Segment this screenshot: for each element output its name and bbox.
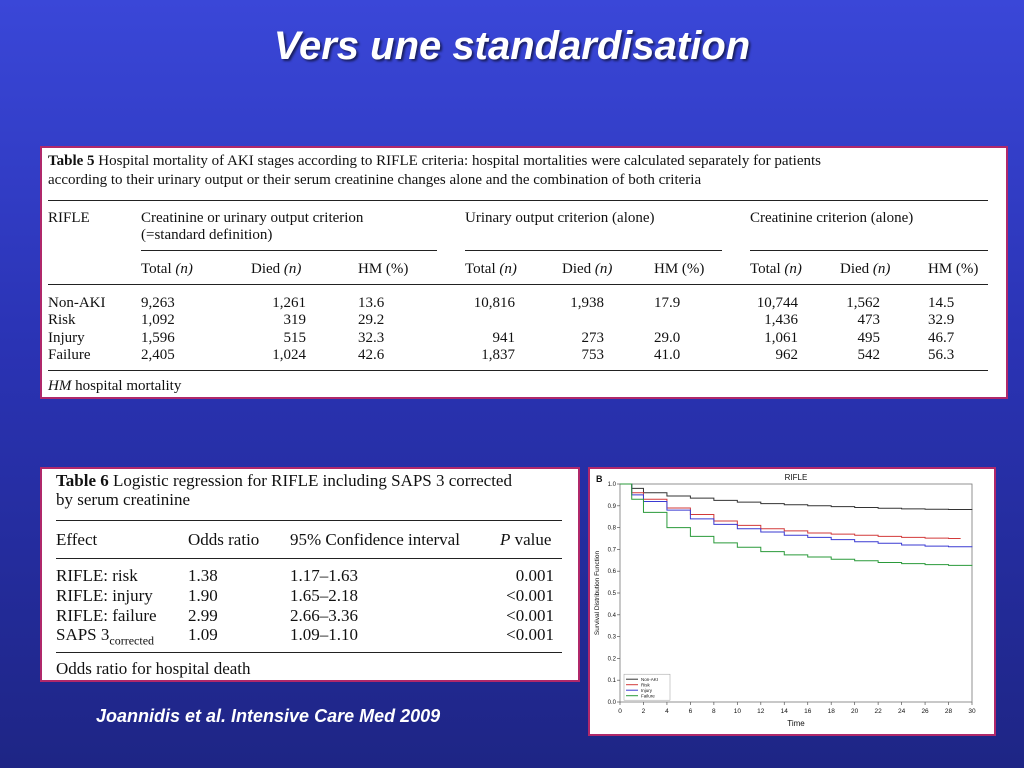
t6-p: <0.001 [506,586,554,605]
x-tick-label: 30 [968,708,976,715]
table-5-footnote: HM hospital mortality [48,378,182,394]
x-tick-label: 10 [733,708,741,715]
x-tick-label: 16 [804,708,812,715]
t5-cell: 29.2 [358,312,385,328]
x-tick-label: 14 [780,708,788,715]
table-5-group1-line1: Creatinine or urinary output criterion [141,210,364,226]
t5-cell: 473 [857,312,880,328]
t6-effect-saps: SAPS $3_{corrected}$ [56,625,155,648]
t5-sub-died-1: Died (n) [251,261,302,277]
t5-cell: 14.5 [928,295,955,311]
legend-label: Failure [641,693,655,699]
y-tick-label: 0.7 [607,547,616,554]
t5-cell: 1,061 [764,330,798,346]
t5-row-label: Injury [48,330,85,346]
table-5-group3: Creatinine criterion (alone) [750,210,914,226]
y-tick-label: 0.0 [607,700,616,706]
x-tick-label: 28 [944,708,953,715]
t5-cell: 1,261 [272,295,306,311]
y-axis-label: Survival Distribution Function [594,550,601,636]
t5-cell: 1,596 [141,330,175,346]
table-5-label: Table 5 [48,153,95,169]
x-tick-label: 26 [921,708,929,715]
table-5-caption [48,152,998,190]
table-6-panel [40,467,580,682]
t5-cell: 1,837 [481,347,515,363]
t5-sub-hm-1: HM (%) [358,261,409,277]
table-5-panel [40,146,1008,399]
y-tick-label: 0.8 [607,525,616,532]
table-5-caption-line2: according to their urinary output or their serum creatinine changes alone and the combination of both criteria [48,172,702,188]
t5-cell: 1,938 [570,295,604,311]
t5-cell: 495 [857,330,880,346]
x-tick-label: 0 [618,708,622,715]
legend-label: Injury [641,688,653,694]
x-tick-label: 18 [827,708,835,715]
t6-head-p: P value [500,530,552,549]
x-tick-label: 6 [688,708,693,715]
x-tick-label: 8 [712,708,716,715]
x-tick-label: 20 [851,708,859,715]
t5-cell: 1,562 [846,295,880,311]
y-tick-label: 0.3 [607,634,616,641]
t6-effect: RIFLE: failure [56,606,157,625]
t6-p: <0.001 [506,625,554,644]
t5-cell: 29.0 [654,330,681,346]
t5-sub-total-2: Total (n) [465,261,517,277]
t5-cell: 32.9 [928,312,955,328]
t6-ci: 1.17–1.63 [290,566,358,585]
t6-head-odds: Odds ratio [188,530,260,549]
t5-row-label: Failure [48,347,91,363]
x-tick-label: 22 [874,708,882,715]
t5-row-label: Risk [48,312,76,328]
x-tick-label: 4 [665,708,669,715]
t5-cell: 273 [581,330,604,346]
t5-cell: 13.6 [358,295,385,311]
t5-cell: 46.7 [928,330,955,346]
y-tick-label: 1.0 [607,482,616,488]
t6-odds: 1.90 [188,586,218,605]
survival-figure-panel [588,467,996,736]
survival-chart [590,469,994,734]
x-tick-label: 24 [897,708,906,715]
y-tick-label: 0.1 [607,678,616,685]
t5-cell: 542 [857,347,880,363]
t6-odds: 2.99 [188,606,218,625]
t5-sub-hm-3: HM (%) [928,261,979,277]
t6-p: 0.001 [515,566,554,585]
chart-panel-label: B [596,474,603,484]
t5-cell: 962 [775,347,798,363]
t6-ci: 1.09–1.10 [290,625,358,644]
t5-cell: 753 [581,347,604,363]
y-tick-label: 0.9 [607,503,616,510]
legend-label: Risk [641,682,650,688]
chart-title: RIFLE [784,473,808,482]
t5-row-label: Non-AKI [48,295,106,311]
t5-cell: 319 [283,312,306,328]
t5-cell: 17.9 [654,295,681,311]
t5-cell: 1,436 [764,312,798,328]
t6-head-ci: 95% Confidence interval [290,530,460,549]
t5-cell: 10,816 [473,295,515,311]
t5-cell: 2,405 [141,347,175,363]
t6-p: <0.001 [506,606,554,625]
t6-head-effect: Effect [56,530,98,549]
table-5-rowhead: RIFLE [48,210,90,226]
t6-effect: RIFLE: risk [56,566,138,585]
t5-sub-died-3: Died (n) [840,261,891,277]
x-tick-label: 12 [757,708,765,715]
table-6-caption-line2: by serum creatinine [56,490,191,509]
x-axis-label: Time [787,719,805,728]
t5-cell: 56.3 [928,347,955,363]
y-tick-label: 0.4 [607,612,616,619]
t5-cell: 32.3 [358,330,385,346]
t5-sub-total-3: Total (n) [750,261,802,277]
t5-cell: 1,092 [141,312,175,328]
t5-cell: 941 [492,330,515,346]
table-5-group2: Urinary output criterion (alone) [465,210,655,226]
table-6-caption-line1: Table 6 Logistic regression for RIFLE including SAPS 3 corrected [56,471,512,490]
t6-ci: 1.65–2.18 [290,586,358,605]
table-6-footnote: Odds ratio for hospital death [56,659,251,678]
t6-odds: 1.09 [188,625,218,644]
y-tick-label: 0.2 [607,656,616,663]
t5-cell: 515 [283,330,306,346]
t5-cell: 1,024 [272,347,306,363]
citation: Joannidis et al. Intensive Care Med 2009 [96,706,441,726]
y-tick-label: 0.6 [607,569,616,576]
legend-label: Non-AKI [641,677,659,683]
slide-title: Vers une standardisation [273,24,751,68]
y-tick-label: 0.5 [607,591,616,597]
t6-odds: 1.38 [188,566,218,585]
t6-effect: RIFLE: injury [56,586,153,605]
t5-cell: 42.6 [358,347,385,363]
t5-sub-died-2: Died (n) [562,261,613,277]
t5-cell: 41.0 [654,347,681,363]
t5-cell: 10,744 [756,295,798,311]
t5-sub-total-1: Total (n) [141,261,193,277]
t5-sub-hm-2: HM (%) [654,261,705,277]
table-5-group1-line2: (=standard definition) [141,227,273,243]
table-5-caption-line1: Hospital mortality of AKI stages according to RIFLE criteria: hospital mortalities were calculated separately for patients [98,153,821,169]
t6-ci: 2.66–3.36 [290,606,358,625]
x-tick-label: 2 [641,708,646,715]
chart-legend [624,674,670,700]
t5-cell: 9,263 [141,295,175,311]
